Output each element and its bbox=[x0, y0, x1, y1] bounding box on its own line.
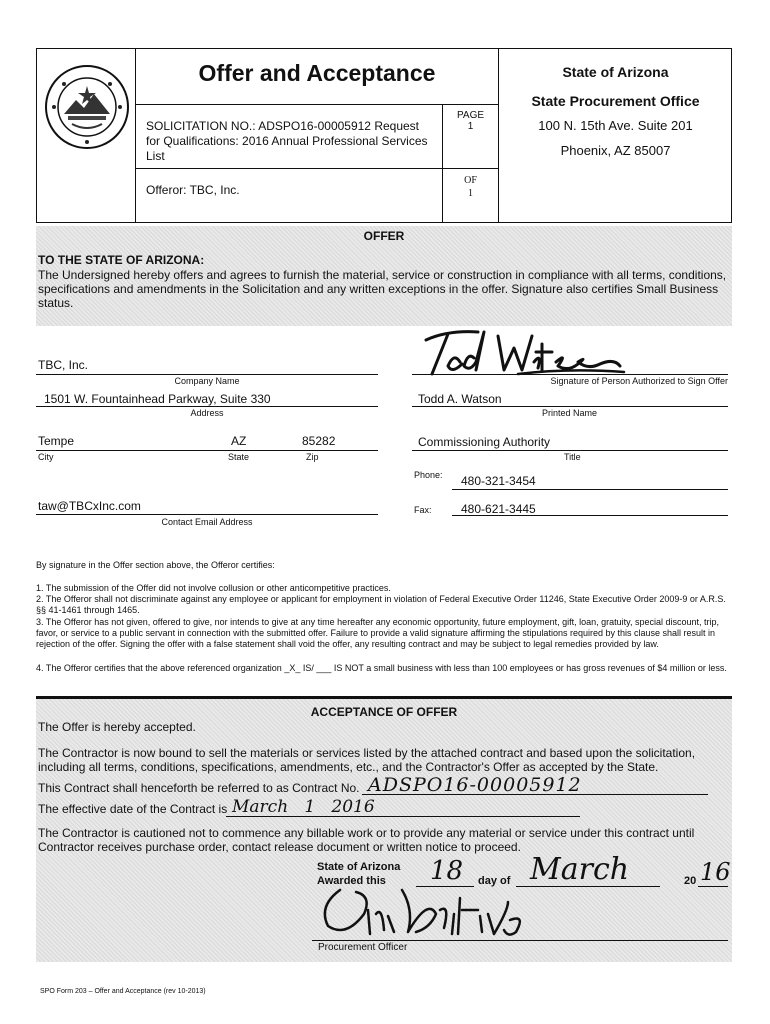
printed-name-label: Printed Name bbox=[542, 408, 598, 418]
address-label: Address bbox=[190, 408, 224, 418]
caution-text: The Contractor is cautioned not to commence any billable work or to provide any material or service under this contract until Contractor receives purchase order, contact release document or written notice to proceed. bbox=[38, 826, 695, 854]
award-month-value: March bbox=[530, 852, 630, 887]
award-year-value: 16 bbox=[700, 858, 731, 886]
award-day-value: 18 bbox=[430, 856, 464, 886]
email-value: taw@TBCxInc.com bbox=[38, 499, 141, 513]
state-seal-icon bbox=[44, 64, 130, 150]
city-label: City bbox=[38, 452, 54, 462]
company-name-value: TBC, Inc. bbox=[38, 358, 89, 372]
title-value: Commissioning Authority bbox=[418, 435, 551, 449]
effective-date-value: March 1 2016 bbox=[232, 797, 375, 817]
form-number: SPO Form 203 – Offer and Acceptance (rev 10-2013) bbox=[40, 988, 206, 995]
procurement-officer-signature bbox=[312, 880, 532, 942]
state-name: State of Arizona bbox=[562, 64, 669, 80]
fax-value: 480-621-3445 bbox=[461, 502, 536, 516]
printed-name-value: Todd A. Watson bbox=[418, 392, 502, 406]
to-state-heading: TO THE STATE OF ARIZONA: bbox=[38, 253, 205, 267]
certification-intro: By signature in the Offer section above, the Offeror certifies: bbox=[36, 560, 275, 570]
offeror-name: Offeror: TBC, Inc. bbox=[146, 183, 240, 197]
day-of-label: day of bbox=[478, 875, 511, 887]
certification-item-2: 2. The Offeror shall not discriminate against any employee or applicant for employment in violation of Federal Executive Order 11246, State Executive Order 2009-9 or A.R.S. §§ 41-1461 through 1465. bbox=[36, 594, 726, 615]
procurement-officer-label: Procurement Officer bbox=[318, 942, 408, 953]
zip-label: Zip bbox=[306, 452, 319, 462]
office-address-line2: Phoenix, AZ 85007 bbox=[560, 143, 671, 158]
certification-item-3: 3. The Offeror has not given, offered to give, nor intends to give at any time hereafter any economic opportunity, future employment, gift, loan, gratuity, special discount, trip, favor, or service to a public servant in connection with the submitted offer. Failure to provide a valid signature affirming the stipulations required by this clause shall result in rejection of the offer. Signing the offer with a false statement shall void the offer, any resulting contract and may be subject to legal remedies provided by law. bbox=[36, 617, 720, 649]
form-title: Offer and Acceptance bbox=[198, 60, 436, 86]
page-label: PAGE bbox=[456, 110, 485, 121]
offer-accepted-text: The Offer is hereby accepted. bbox=[38, 720, 196, 734]
of-label: OF bbox=[464, 175, 477, 186]
certification-item-1: 1. The submission of the Offer did not involve collusion or other anticompetitive practices. bbox=[36, 583, 391, 593]
phone-value: 480-321-3454 bbox=[461, 474, 536, 488]
company-name-label: Company Name bbox=[174, 376, 240, 386]
contract-number-text: This Contract shall henceforth be referred to as Contract No. bbox=[38, 781, 360, 795]
signature-label: Signature of Person Authorized to Sign Offer bbox=[550, 376, 728, 386]
office-name: State Procurement Office bbox=[531, 93, 700, 109]
contract-number-value: ADSPO16-00005912 bbox=[368, 774, 582, 796]
certification-item-4: 4. The Offeror certifies that the above referenced organization _X_ IS/ ___ IS NOT a small business with less than 100 employees or has gross revenues of $4 million or less. bbox=[36, 663, 727, 673]
page-number: 1 bbox=[467, 121, 474, 132]
fax-label: Fax: bbox=[414, 505, 432, 515]
contractor-bound-text: The Contractor is now bound to sell the materials or services listed by the attached contract and based upon the solicitation, including all terms, conditions, specifications, amendments, etc., and the Contractor's Offer as accepted by the State. bbox=[38, 746, 696, 774]
city-value: Tempe bbox=[38, 434, 75, 448]
year-prefix-label: 20 bbox=[684, 875, 697, 887]
offer-body: The Undersigned hereby offers and agrees to furnish the material, service or construction in compliance with all terms, conditions, specifications and amendments in the Solicitation and any written exceptions in the offer. Signature also certifies Small Business status. bbox=[38, 268, 727, 310]
solicitation-number: SOLICITATION NO.: ADSPO16-00005912 Request for Qualifications: 2016 Annual Professional Services List bbox=[146, 119, 428, 163]
offeror-signature bbox=[418, 322, 628, 377]
of-number: 1 bbox=[468, 188, 473, 199]
offer-heading: OFFER bbox=[363, 229, 405, 243]
acceptance-heading: ACCEPTANCE OF OFFER bbox=[310, 705, 458, 719]
state-label: State bbox=[228, 452, 250, 462]
zip-value: 85282 bbox=[302, 434, 336, 448]
effective-date-text: The effective date of the Contract is bbox=[38, 802, 228, 816]
title-label: Title bbox=[564, 452, 581, 462]
phone-label: Phone: bbox=[414, 470, 443, 480]
office-address-line1: 100 N. 15th Ave. Suite 201 bbox=[538, 118, 693, 133]
address-value: 1501 W. Fountainhead Parkway, Suite 330 bbox=[44, 392, 271, 406]
awarded-state-label: State of Arizona bbox=[317, 861, 401, 873]
state-value: AZ bbox=[231, 434, 247, 448]
email-label: Contact Email Address bbox=[161, 517, 253, 527]
awarded-this-label: Awarded this bbox=[317, 875, 386, 887]
